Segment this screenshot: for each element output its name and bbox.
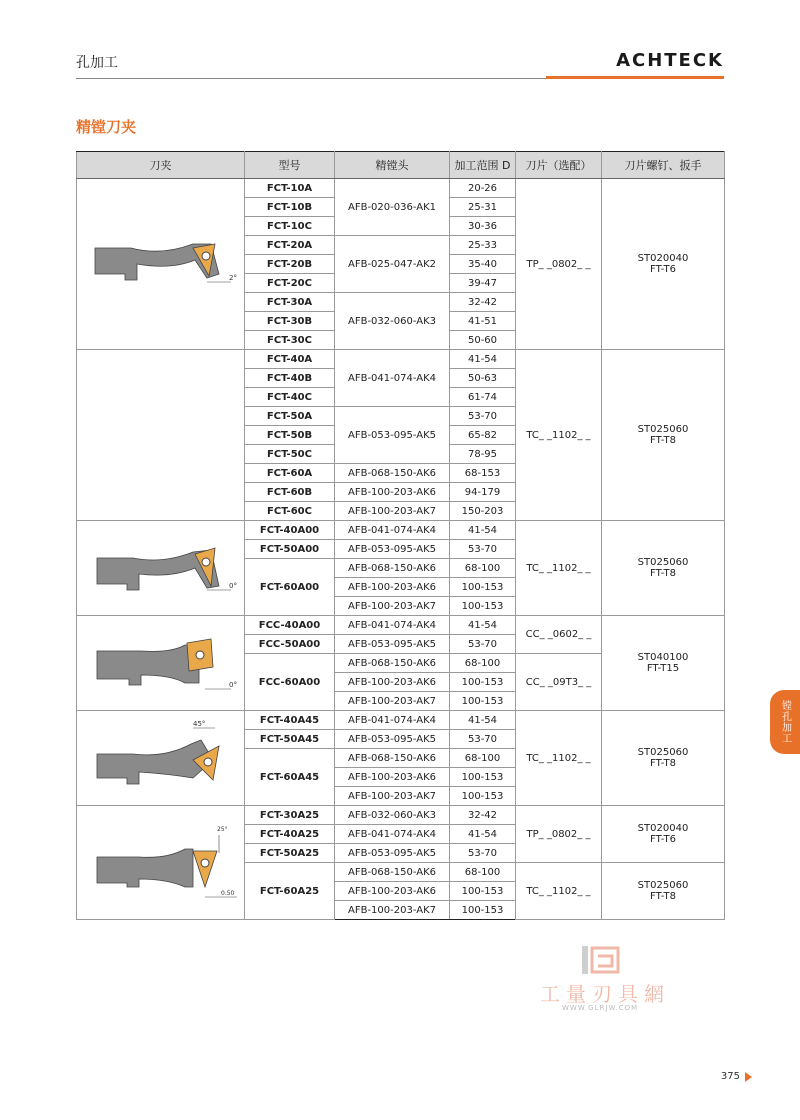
model-cell: FCT-20A — [245, 236, 335, 255]
offset-label: 0.50 — [220, 889, 234, 897]
side-tab[interactable]: 镗孔加工 — [770, 690, 800, 754]
head-cell: AFB-032-060-AK3 — [335, 806, 450, 825]
model-cell: FCT-60B — [245, 483, 335, 502]
model-cell: FCT-30B — [245, 312, 335, 331]
watermark-url: WWW.GLRJW.COM — [562, 1004, 639, 1012]
head-cell: AFB-068-150-AK6 — [335, 654, 450, 673]
range-cell: 100-153 — [450, 692, 516, 711]
head-cell: AFB-041-074-AK4 — [335, 616, 450, 635]
wrench-code: FT-T8 — [650, 758, 676, 769]
holder-diagram-fct-a00 — [77, 521, 245, 616]
range-cell: 100-153 — [450, 787, 516, 806]
header-rule-accent — [546, 76, 724, 79]
holder-diagram-fct-a25 — [77, 806, 245, 920]
head-cell: AFB-100-203-AK7 — [335, 787, 450, 806]
range-cell: 35-40 — [450, 255, 516, 274]
angle-label: 0° — [228, 582, 237, 590]
model-cell: FCT-10C — [245, 217, 335, 236]
col-header-range: 加工范围 D — [450, 152, 516, 179]
model-cell: FCT-60A25 — [245, 863, 335, 920]
range-cell: 68-100 — [450, 863, 516, 882]
range-cell: 100-153 — [450, 673, 516, 692]
range-cell: 100-153 — [450, 768, 516, 787]
watermark-text: 工量刃具網 — [540, 982, 670, 1006]
head-cell: AFB-100-203-AK7 — [335, 597, 450, 616]
range-cell: 39-47 — [450, 274, 516, 293]
insert-cell: TP_ _0802_ _ — [516, 806, 602, 863]
holder-diagram-fct-a45 — [77, 711, 245, 806]
model-cell: FCT-60A45 — [245, 749, 335, 806]
head-cell: AFB-100-203-AK6 — [335, 578, 450, 597]
range-cell: 53-70 — [450, 407, 516, 426]
head-cell: AFB-100-203-AK6 — [335, 768, 450, 787]
wrench-code: FT-T8 — [650, 435, 676, 446]
model-cell: FCT-50A — [245, 407, 335, 426]
head-cell: AFB-053-095-AK5 — [335, 407, 450, 464]
head-cell: AFB-068-150-AK6 — [335, 863, 450, 882]
model-cell: FCT-10B — [245, 198, 335, 217]
range-cell: 41-54 — [450, 521, 516, 540]
range-cell: 50-63 — [450, 369, 516, 388]
range-cell: 65-82 — [450, 426, 516, 445]
col-header-head: 精镗头 — [335, 152, 450, 179]
insert-cell: CC_ _09T3_ _ — [516, 654, 602, 711]
screw-code: ST025060 — [637, 424, 689, 435]
wrench-code: FT-T8 — [650, 568, 676, 579]
model-cell: FCT-60A00 — [245, 559, 335, 616]
model-cell: FCT-30A — [245, 293, 335, 312]
holder-diagram-blank — [77, 350, 245, 521]
wrench-code: FT-T8 — [650, 891, 676, 902]
col-header-screw: 刀片螺钉、扳手 — [602, 152, 725, 179]
header-rule — [76, 78, 546, 79]
col-header-model: 型号 — [245, 152, 335, 179]
model-cell: FCT-60C — [245, 502, 335, 521]
page-number: 375 — [720, 1071, 740, 1082]
head-cell: AFB-068-150-AK6 — [335, 464, 450, 483]
range-cell: 78-95 — [450, 445, 516, 464]
range-cell: 100-153 — [450, 901, 516, 920]
head-cell: AFB-053-095-AK5 — [335, 730, 450, 749]
model-cell: FCT-20C — [245, 274, 335, 293]
range-cell: 41-54 — [450, 711, 516, 730]
range-cell: 100-153 — [450, 597, 516, 616]
model-cell: FCT-50C — [245, 445, 335, 464]
range-cell: 68-100 — [450, 559, 516, 578]
table-row — [77, 350, 725, 369]
head-cell: AFB-041-074-AK4 — [335, 825, 450, 844]
header-section-title: 孔加工 — [76, 55, 118, 71]
angle-label: 0° — [228, 681, 237, 689]
range-cell: 41-54 — [450, 616, 516, 635]
range-cell: 68-153 — [450, 464, 516, 483]
range-cell: 68-100 — [450, 654, 516, 673]
table-row — [77, 616, 725, 635]
range-cell: 25-31 — [450, 198, 516, 217]
angle-label: 25° — [216, 825, 228, 833]
model-cell: FCT-40A00 — [245, 521, 335, 540]
screw-code: ST040100 — [637, 652, 689, 663]
screw-cell — [602, 806, 725, 863]
model-cell: FCT-30C — [245, 331, 335, 350]
table-row — [77, 521, 725, 540]
watermark-logo-icon — [580, 944, 624, 976]
head-cell: AFB-100-203-AK6 — [335, 882, 450, 901]
range-cell: 50-60 — [450, 331, 516, 350]
insert-cell: TC_ _1102_ _ — [516, 711, 602, 806]
spec-table — [76, 151, 725, 920]
head-cell: AFB-100-203-AK6 — [335, 483, 450, 502]
head-cell: AFB-025-047-AK2 — [335, 236, 450, 293]
head-cell: AFB-100-203-AK7 — [335, 502, 450, 521]
model-cell: FCT-50A45 — [245, 730, 335, 749]
holder-diagram-fcc — [77, 616, 245, 711]
insert-cell: TP_ _0802_ _ — [516, 179, 602, 350]
range-cell: 61-74 — [450, 388, 516, 407]
head-cell: AFB-100-203-AK7 — [335, 901, 450, 920]
head-cell: AFB-053-095-AK5 — [335, 540, 450, 559]
screw-code: ST025060 — [637, 557, 689, 568]
model-cell: FCT-40A25 — [245, 825, 335, 844]
range-cell: 100-153 — [450, 578, 516, 597]
range-cell: 32-42 — [450, 806, 516, 825]
head-cell: AFB-020-036-AK1 — [335, 179, 450, 236]
range-cell: 32-42 — [450, 293, 516, 312]
wrench-code: FT-T15 — [646, 663, 680, 674]
table-row — [77, 711, 725, 730]
range-cell: 41-54 — [450, 350, 516, 369]
model-cell: FCC-60A00 — [245, 654, 335, 711]
insert-cell: TC_ _1102_ _ — [516, 863, 602, 920]
insert-cell: TC_ _1102_ _ — [516, 350, 602, 521]
brand-logo: ACHTECK — [616, 50, 724, 71]
range-cell: 25-33 — [450, 236, 516, 255]
col-header-insert: 刀片（选配） — [516, 152, 602, 179]
range-cell: 53-70 — [450, 730, 516, 749]
model-cell: FCT-10A — [245, 179, 335, 198]
holder-diagram-fct — [77, 179, 245, 350]
table-header-row — [77, 152, 725, 179]
table-row — [77, 179, 725, 198]
range-cell: 150-203 — [450, 502, 516, 521]
page-title: 精镗刀夹 — [76, 118, 137, 136]
next-arrow-icon — [745, 1072, 752, 1082]
screw-cell — [602, 350, 725, 521]
head-cell: AFB-041-074-AK4 — [335, 521, 450, 540]
range-cell: 41-54 — [450, 825, 516, 844]
screw-cell — [602, 521, 725, 616]
head-cell: AFB-100-203-AK6 — [335, 673, 450, 692]
range-cell: 20-26 — [450, 179, 516, 198]
col-header-holder: 刀夹 — [77, 152, 245, 179]
head-cell: AFB-032-060-AK3 — [335, 293, 450, 350]
model-cell: FCC-50A00 — [245, 635, 335, 654]
wrench-code: FT-T6 — [650, 264, 676, 275]
screw-cell — [602, 179, 725, 350]
model-cell: FCT-40B — [245, 369, 335, 388]
range-cell: 53-70 — [450, 635, 516, 654]
table-row — [77, 806, 725, 825]
range-cell: 53-70 — [450, 844, 516, 863]
head-cell: AFB-041-074-AK4 — [335, 350, 450, 407]
screw-cell — [602, 711, 725, 806]
head-cell: AFB-068-150-AK6 — [335, 559, 450, 578]
model-cell: FCT-20B — [245, 255, 335, 274]
model-cell: FCT-40A45 — [245, 711, 335, 730]
head-cell: AFB-041-074-AK4 — [335, 711, 450, 730]
model-cell: FCT-50A00 — [245, 540, 335, 559]
head-cell: AFB-100-203-AK7 — [335, 692, 450, 711]
screw-cell — [602, 616, 725, 711]
model-cell: FCC-40A00 — [245, 616, 335, 635]
range-cell: 100-153 — [450, 882, 516, 901]
insert-cell: CC_ _0602_ _ — [516, 616, 602, 654]
head-cell: AFB-068-150-AK6 — [335, 749, 450, 768]
angle-label: 45° — [192, 720, 205, 728]
range-cell: 30-36 — [450, 217, 516, 236]
model-cell: FCT-50A25 — [245, 844, 335, 863]
range-cell: 41-51 — [450, 312, 516, 331]
insert-cell: TC_ _1102_ _ — [516, 521, 602, 616]
model-cell: FCT-30A25 — [245, 806, 335, 825]
screw-code: ST020040 — [637, 823, 689, 834]
range-cell: 94-179 — [450, 483, 516, 502]
range-cell: 53-70 — [450, 540, 516, 559]
screw-code: ST025060 — [637, 747, 689, 758]
head-cell: AFB-053-095-AK5 — [335, 844, 450, 863]
angle-label: 2° — [228, 274, 237, 282]
range-cell: 68-100 — [450, 749, 516, 768]
head-cell: AFB-053-095-AK5 — [335, 635, 450, 654]
model-cell: FCT-40A — [245, 350, 335, 369]
screw-cell — [602, 863, 725, 920]
model-cell: FCT-60A — [245, 464, 335, 483]
screw-code: ST020040 — [637, 253, 689, 264]
model-cell: FCT-50B — [245, 426, 335, 445]
model-cell: FCT-40C — [245, 388, 335, 407]
wrench-code: FT-T6 — [650, 834, 676, 845]
screw-code: ST025060 — [637, 880, 689, 891]
